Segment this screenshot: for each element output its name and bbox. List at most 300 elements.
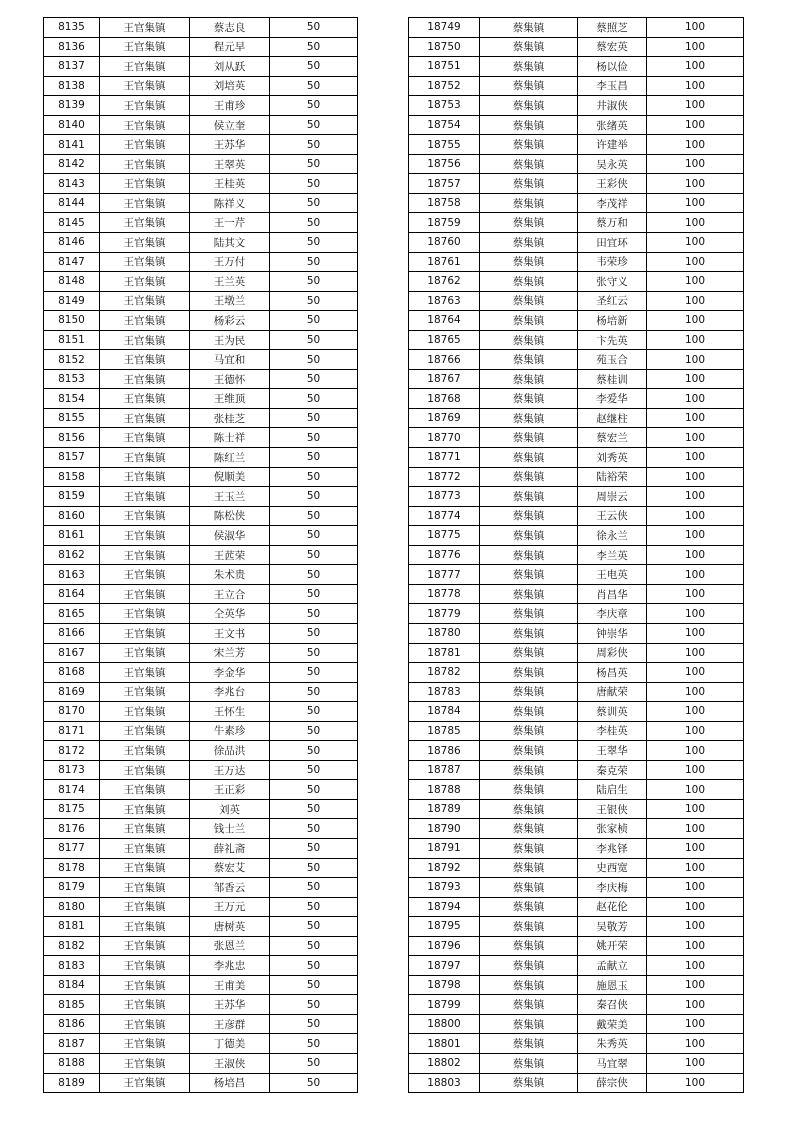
name-cell: 刘培英 bbox=[190, 76, 270, 96]
town-cell: 王官集镇 bbox=[100, 819, 190, 839]
town-cell: 蔡集镇 bbox=[480, 545, 578, 565]
town-cell: 蔡集镇 bbox=[480, 389, 578, 409]
serial-number-cell: 18774 bbox=[409, 506, 480, 526]
amount-cell: 100 bbox=[647, 193, 744, 213]
name-cell: 蔡宏艾 bbox=[190, 858, 270, 878]
town-cell: 王官集镇 bbox=[100, 702, 190, 722]
table-row bbox=[409, 389, 744, 409]
table-row bbox=[409, 956, 744, 976]
amount-cell: 100 bbox=[647, 467, 744, 487]
serial-number-cell: 8151 bbox=[44, 330, 100, 350]
amount-cell: 50 bbox=[270, 252, 358, 272]
town-cell: 王官集镇 bbox=[100, 584, 190, 604]
name-cell: 侯立奎 bbox=[190, 115, 270, 135]
town-cell: 蔡集镇 bbox=[480, 565, 578, 585]
serial-number-cell: 18790 bbox=[409, 819, 480, 839]
town-cell: 王官集镇 bbox=[100, 193, 190, 213]
table-row bbox=[409, 1053, 744, 1073]
town-cell: 蔡集镇 bbox=[480, 96, 578, 116]
table-row bbox=[409, 428, 744, 448]
amount-cell: 50 bbox=[270, 897, 358, 917]
serial-number-cell: 8180 bbox=[44, 897, 100, 917]
table-row bbox=[44, 975, 358, 995]
town-cell: 蔡集镇 bbox=[480, 193, 578, 213]
name-cell: 秦召侠 bbox=[578, 995, 647, 1015]
table-row bbox=[44, 76, 358, 96]
amount-cell: 100 bbox=[647, 799, 744, 819]
serial-number-cell: 18801 bbox=[409, 1034, 480, 1054]
serial-number-cell: 18756 bbox=[409, 154, 480, 174]
amount-cell: 50 bbox=[270, 389, 358, 409]
amount-cell: 50 bbox=[270, 408, 358, 428]
amount-cell: 50 bbox=[270, 799, 358, 819]
amount-cell: 50 bbox=[270, 350, 358, 370]
amount-cell: 50 bbox=[270, 330, 358, 350]
serial-number-cell: 8153 bbox=[44, 369, 100, 389]
serial-number-cell: 8181 bbox=[44, 917, 100, 937]
amount-cell: 50 bbox=[270, 76, 358, 96]
table-row bbox=[44, 584, 358, 604]
amount-cell: 100 bbox=[647, 682, 744, 702]
town-cell: 王官集镇 bbox=[100, 799, 190, 819]
table-row bbox=[409, 330, 744, 350]
name-cell: 陈红兰 bbox=[190, 448, 270, 468]
town-cell: 蔡集镇 bbox=[480, 291, 578, 311]
serial-number-cell: 8161 bbox=[44, 526, 100, 546]
town-cell: 王官集镇 bbox=[100, 1073, 190, 1093]
table-row bbox=[409, 663, 744, 683]
town-cell: 王官集镇 bbox=[100, 897, 190, 917]
name-cell: 李金华 bbox=[190, 663, 270, 683]
name-cell: 杨彩云 bbox=[190, 311, 270, 331]
table-row bbox=[409, 233, 744, 253]
name-cell: 周崇云 bbox=[578, 487, 647, 507]
serial-number-cell: 8139 bbox=[44, 96, 100, 116]
town-cell: 蔡集镇 bbox=[480, 682, 578, 702]
table-row bbox=[409, 936, 744, 956]
table-row bbox=[409, 1073, 744, 1093]
amount-cell: 100 bbox=[647, 1073, 744, 1093]
right-table bbox=[408, 17, 744, 1093]
serial-number-cell: 8182 bbox=[44, 936, 100, 956]
table-row bbox=[44, 682, 358, 702]
serial-number-cell: 18751 bbox=[409, 57, 480, 77]
table-row bbox=[44, 428, 358, 448]
table-row bbox=[409, 193, 744, 213]
name-cell: 吴永英 bbox=[578, 154, 647, 174]
table-row bbox=[409, 838, 744, 858]
table-row bbox=[409, 448, 744, 468]
name-cell: 丁德美 bbox=[190, 1034, 270, 1054]
name-cell: 蔡桂训 bbox=[578, 369, 647, 389]
amount-cell: 50 bbox=[270, 18, 358, 38]
serial-number-cell: 8175 bbox=[44, 799, 100, 819]
amount-cell: 50 bbox=[270, 233, 358, 253]
serial-number-cell: 8174 bbox=[44, 780, 100, 800]
name-cell: 王一芹 bbox=[190, 213, 270, 233]
name-cell: 王苏华 bbox=[190, 135, 270, 155]
amount-cell: 100 bbox=[647, 57, 744, 77]
town-cell: 蔡集镇 bbox=[480, 369, 578, 389]
amount-cell: 50 bbox=[270, 487, 358, 507]
table-row bbox=[44, 936, 358, 956]
town-cell: 蔡集镇 bbox=[480, 213, 578, 233]
name-cell: 陆其文 bbox=[190, 233, 270, 253]
name-cell: 王正彩 bbox=[190, 780, 270, 800]
amount-cell: 100 bbox=[647, 526, 744, 546]
serial-number-cell: 18781 bbox=[409, 643, 480, 663]
town-cell: 蔡集镇 bbox=[480, 408, 578, 428]
table-row bbox=[44, 1073, 358, 1093]
serial-number-cell: 18753 bbox=[409, 96, 480, 116]
name-cell: 孟献立 bbox=[578, 956, 647, 976]
name-cell: 陆裕荣 bbox=[578, 467, 647, 487]
table-row bbox=[44, 408, 358, 428]
amount-cell: 50 bbox=[270, 682, 358, 702]
amount-cell: 100 bbox=[647, 545, 744, 565]
table-row bbox=[409, 1014, 744, 1034]
town-cell: 王官集镇 bbox=[100, 135, 190, 155]
town-cell: 蔡集镇 bbox=[480, 37, 578, 57]
amount-cell: 50 bbox=[270, 57, 358, 77]
table-row bbox=[409, 291, 744, 311]
town-cell: 王官集镇 bbox=[100, 389, 190, 409]
serial-number-cell: 8183 bbox=[44, 956, 100, 976]
table-row bbox=[409, 57, 744, 77]
serial-number-cell: 18802 bbox=[409, 1053, 480, 1073]
town-cell: 王官集镇 bbox=[100, 154, 190, 174]
name-cell: 邹香云 bbox=[190, 878, 270, 898]
serial-number-cell: 8173 bbox=[44, 760, 100, 780]
serial-number-cell: 18750 bbox=[409, 37, 480, 57]
name-cell: 王电英 bbox=[578, 565, 647, 585]
serial-number-cell: 8168 bbox=[44, 663, 100, 683]
name-cell: 朱秀英 bbox=[578, 1034, 647, 1054]
name-cell: 刘英 bbox=[190, 799, 270, 819]
name-cell: 薛宗侠 bbox=[578, 1073, 647, 1093]
amount-cell: 100 bbox=[647, 96, 744, 116]
amount-cell: 50 bbox=[270, 545, 358, 565]
town-cell: 蔡集镇 bbox=[480, 1053, 578, 1073]
table-row bbox=[44, 233, 358, 253]
serial-number-cell: 8156 bbox=[44, 428, 100, 448]
serial-number-cell: 18785 bbox=[409, 721, 480, 741]
amount-cell: 100 bbox=[647, 584, 744, 604]
name-cell: 王翠英 bbox=[190, 154, 270, 174]
table-row bbox=[409, 995, 744, 1015]
table-row bbox=[44, 526, 358, 546]
table-row bbox=[409, 350, 744, 370]
table-row bbox=[44, 838, 358, 858]
name-cell: 张绪英 bbox=[578, 115, 647, 135]
table-row bbox=[409, 467, 744, 487]
serial-number-cell: 18798 bbox=[409, 975, 480, 995]
table-row bbox=[409, 878, 744, 898]
amount-cell: 50 bbox=[270, 213, 358, 233]
table-row bbox=[44, 702, 358, 722]
serial-number-cell: 8160 bbox=[44, 506, 100, 526]
amount-cell: 50 bbox=[270, 858, 358, 878]
name-cell: 王彦群 bbox=[190, 1014, 270, 1034]
town-cell: 蔡集镇 bbox=[480, 428, 578, 448]
town-cell: 王官集镇 bbox=[100, 233, 190, 253]
amount-cell: 50 bbox=[270, 721, 358, 741]
serial-number-cell: 18767 bbox=[409, 369, 480, 389]
amount-cell: 100 bbox=[647, 18, 744, 38]
name-cell: 李庆章 bbox=[578, 604, 647, 624]
name-cell: 田宜环 bbox=[578, 233, 647, 253]
name-cell: 王兰英 bbox=[190, 272, 270, 292]
amount-cell: 100 bbox=[647, 174, 744, 194]
table-row bbox=[409, 37, 744, 57]
name-cell: 周彩侠 bbox=[578, 643, 647, 663]
table-row bbox=[44, 487, 358, 507]
town-cell: 蔡集镇 bbox=[480, 115, 578, 135]
town-cell: 王官集镇 bbox=[100, 780, 190, 800]
serial-number-cell: 8169 bbox=[44, 682, 100, 702]
amount-cell: 100 bbox=[647, 428, 744, 448]
town-cell: 王官集镇 bbox=[100, 545, 190, 565]
name-cell: 陆启生 bbox=[578, 780, 647, 800]
serial-number-cell: 8178 bbox=[44, 858, 100, 878]
serial-number-cell: 8147 bbox=[44, 252, 100, 272]
amount-cell: 50 bbox=[270, 174, 358, 194]
name-cell: 赵花伦 bbox=[578, 897, 647, 917]
table-row bbox=[44, 917, 358, 937]
serial-number-cell: 8166 bbox=[44, 623, 100, 643]
table-row bbox=[44, 350, 358, 370]
table-row bbox=[409, 721, 744, 741]
amount-cell: 100 bbox=[647, 135, 744, 155]
amount-cell: 100 bbox=[647, 1014, 744, 1034]
name-cell: 宋兰芳 bbox=[190, 643, 270, 663]
town-cell: 蔡集镇 bbox=[480, 1034, 578, 1054]
amount-cell: 100 bbox=[647, 643, 744, 663]
amount-cell: 100 bbox=[647, 936, 744, 956]
serial-number-cell: 8144 bbox=[44, 193, 100, 213]
town-cell: 蔡集镇 bbox=[480, 526, 578, 546]
town-cell: 蔡集镇 bbox=[480, 233, 578, 253]
name-cell: 王桂英 bbox=[190, 174, 270, 194]
town-cell: 蔡集镇 bbox=[480, 721, 578, 741]
name-cell: 王甫珍 bbox=[190, 96, 270, 116]
amount-cell: 50 bbox=[270, 272, 358, 292]
table-row bbox=[44, 995, 358, 1015]
serial-number-cell: 18763 bbox=[409, 291, 480, 311]
amount-cell: 50 bbox=[270, 604, 358, 624]
town-cell: 蔡集镇 bbox=[480, 174, 578, 194]
table-row bbox=[409, 584, 744, 604]
name-cell: 王立合 bbox=[190, 584, 270, 604]
serial-number-cell: 18775 bbox=[409, 526, 480, 546]
amount-cell: 100 bbox=[647, 565, 744, 585]
amount-cell: 50 bbox=[270, 291, 358, 311]
table-row bbox=[44, 565, 358, 585]
name-cell: 李兆忠 bbox=[190, 956, 270, 976]
amount-cell: 50 bbox=[270, 1034, 358, 1054]
name-cell: 张家桢 bbox=[578, 819, 647, 839]
town-cell: 王官集镇 bbox=[100, 37, 190, 57]
table-row bbox=[409, 604, 744, 624]
amount-cell: 50 bbox=[270, 1014, 358, 1034]
amount-cell: 100 bbox=[647, 975, 744, 995]
amount-cell: 100 bbox=[647, 448, 744, 468]
town-cell: 王官集镇 bbox=[100, 643, 190, 663]
amount-cell: 50 bbox=[270, 702, 358, 722]
town-cell: 王官集镇 bbox=[100, 18, 190, 38]
name-cell: 吴敬芳 bbox=[578, 917, 647, 937]
amount-cell: 50 bbox=[270, 467, 358, 487]
town-cell: 蔡集镇 bbox=[480, 917, 578, 937]
amount-cell: 50 bbox=[270, 311, 358, 331]
table-row bbox=[44, 623, 358, 643]
table-row bbox=[44, 799, 358, 819]
town-cell: 王官集镇 bbox=[100, 252, 190, 272]
serial-number-cell: 18776 bbox=[409, 545, 480, 565]
serial-number-cell: 18764 bbox=[409, 311, 480, 331]
amount-cell: 100 bbox=[647, 780, 744, 800]
name-cell: 王文书 bbox=[190, 623, 270, 643]
table-row bbox=[409, 213, 744, 233]
table-row bbox=[44, 643, 358, 663]
table-row bbox=[409, 526, 744, 546]
town-cell: 蔡集镇 bbox=[480, 1073, 578, 1093]
amount-cell: 100 bbox=[647, 487, 744, 507]
town-cell: 蔡集镇 bbox=[480, 819, 578, 839]
amount-cell: 50 bbox=[270, 115, 358, 135]
name-cell: 王万元 bbox=[190, 897, 270, 917]
amount-cell: 100 bbox=[647, 350, 744, 370]
serial-number-cell: 18768 bbox=[409, 389, 480, 409]
table-row bbox=[44, 311, 358, 331]
amount-cell: 50 bbox=[270, 780, 358, 800]
amount-cell: 50 bbox=[270, 154, 358, 174]
table-row bbox=[409, 408, 744, 428]
name-cell: 倪顺美 bbox=[190, 467, 270, 487]
name-cell: 肖昌华 bbox=[578, 584, 647, 604]
town-cell: 王官集镇 bbox=[100, 330, 190, 350]
table-row bbox=[409, 917, 744, 937]
town-cell: 王官集镇 bbox=[100, 369, 190, 389]
serial-number-cell: 8155 bbox=[44, 408, 100, 428]
name-cell: 李兆铎 bbox=[578, 838, 647, 858]
name-cell: 施恩玉 bbox=[578, 975, 647, 995]
town-cell: 蔡集镇 bbox=[480, 623, 578, 643]
amount-cell: 50 bbox=[270, 584, 358, 604]
name-cell: 蔡宏兰 bbox=[578, 428, 647, 448]
table-row bbox=[44, 96, 358, 116]
serial-number-cell: 18783 bbox=[409, 682, 480, 702]
name-cell: 徐永兰 bbox=[578, 526, 647, 546]
amount-cell: 100 bbox=[647, 897, 744, 917]
serial-number-cell: 18755 bbox=[409, 135, 480, 155]
table-row bbox=[409, 96, 744, 116]
name-cell: 蔡志良 bbox=[190, 18, 270, 38]
serial-number-cell: 8188 bbox=[44, 1053, 100, 1073]
town-cell: 王官集镇 bbox=[100, 428, 190, 448]
town-cell: 蔡集镇 bbox=[480, 252, 578, 272]
serial-number-cell: 18795 bbox=[409, 917, 480, 937]
serial-number-cell: 8157 bbox=[44, 448, 100, 468]
town-cell: 王官集镇 bbox=[100, 760, 190, 780]
amount-cell: 50 bbox=[270, 663, 358, 683]
amount-cell: 100 bbox=[647, 233, 744, 253]
amount-cell: 50 bbox=[270, 565, 358, 585]
name-cell: 史西宽 bbox=[578, 858, 647, 878]
town-cell: 蔡集镇 bbox=[480, 350, 578, 370]
table-row bbox=[409, 1034, 744, 1054]
table-row bbox=[409, 76, 744, 96]
serial-number-cell: 8177 bbox=[44, 838, 100, 858]
table-row bbox=[44, 741, 358, 761]
table-row bbox=[44, 330, 358, 350]
name-cell: 刘从跃 bbox=[190, 57, 270, 77]
town-cell: 蔡集镇 bbox=[480, 311, 578, 331]
serial-number-cell: 8143 bbox=[44, 174, 100, 194]
amount-cell: 100 bbox=[647, 760, 744, 780]
name-cell: 朱术贵 bbox=[190, 565, 270, 585]
table-row bbox=[409, 858, 744, 878]
table-row bbox=[409, 545, 744, 565]
serial-number-cell: 18803 bbox=[409, 1073, 480, 1093]
serial-number-cell: 18780 bbox=[409, 623, 480, 643]
serial-number-cell: 8136 bbox=[44, 37, 100, 57]
serial-number-cell: 8154 bbox=[44, 389, 100, 409]
name-cell: 钟崇华 bbox=[578, 623, 647, 643]
serial-number-cell: 18778 bbox=[409, 584, 480, 604]
name-cell: 徐品洪 bbox=[190, 741, 270, 761]
town-cell: 蔡集镇 bbox=[480, 780, 578, 800]
table-row bbox=[44, 545, 358, 565]
name-cell: 陈祥义 bbox=[190, 193, 270, 213]
name-cell: 钱士兰 bbox=[190, 819, 270, 839]
table-row bbox=[409, 311, 744, 331]
amount-cell: 100 bbox=[647, 389, 744, 409]
table-row bbox=[409, 506, 744, 526]
name-cell: 王墩兰 bbox=[190, 291, 270, 311]
table-row bbox=[409, 741, 744, 761]
amount-cell: 100 bbox=[647, 291, 744, 311]
amount-cell: 50 bbox=[270, 1053, 358, 1073]
amount-cell: 50 bbox=[270, 995, 358, 1015]
table-row bbox=[409, 819, 744, 839]
serial-number-cell: 18787 bbox=[409, 760, 480, 780]
table-row bbox=[409, 623, 744, 643]
town-cell: 王官集镇 bbox=[100, 448, 190, 468]
amount-cell: 100 bbox=[647, 702, 744, 722]
amount-cell: 100 bbox=[647, 213, 744, 233]
serial-number-cell: 18788 bbox=[409, 780, 480, 800]
amount-cell: 100 bbox=[647, 858, 744, 878]
serial-number-cell: 8148 bbox=[44, 272, 100, 292]
town-cell: 蔡集镇 bbox=[480, 467, 578, 487]
town-cell: 蔡集镇 bbox=[480, 272, 578, 292]
amount-cell: 50 bbox=[270, 975, 358, 995]
town-cell: 蔡集镇 bbox=[480, 604, 578, 624]
table-row bbox=[44, 897, 358, 917]
serial-number-cell: 8176 bbox=[44, 819, 100, 839]
serial-number-cell: 18772 bbox=[409, 467, 480, 487]
name-cell: 陈士祥 bbox=[190, 428, 270, 448]
town-cell: 王官集镇 bbox=[100, 995, 190, 1015]
name-cell: 姚开荣 bbox=[578, 936, 647, 956]
amount-cell: 50 bbox=[270, 428, 358, 448]
table-row bbox=[409, 369, 744, 389]
town-cell: 王官集镇 bbox=[100, 1053, 190, 1073]
right-table-body bbox=[409, 18, 744, 1093]
amount-cell: 50 bbox=[270, 838, 358, 858]
table-row bbox=[44, 154, 358, 174]
